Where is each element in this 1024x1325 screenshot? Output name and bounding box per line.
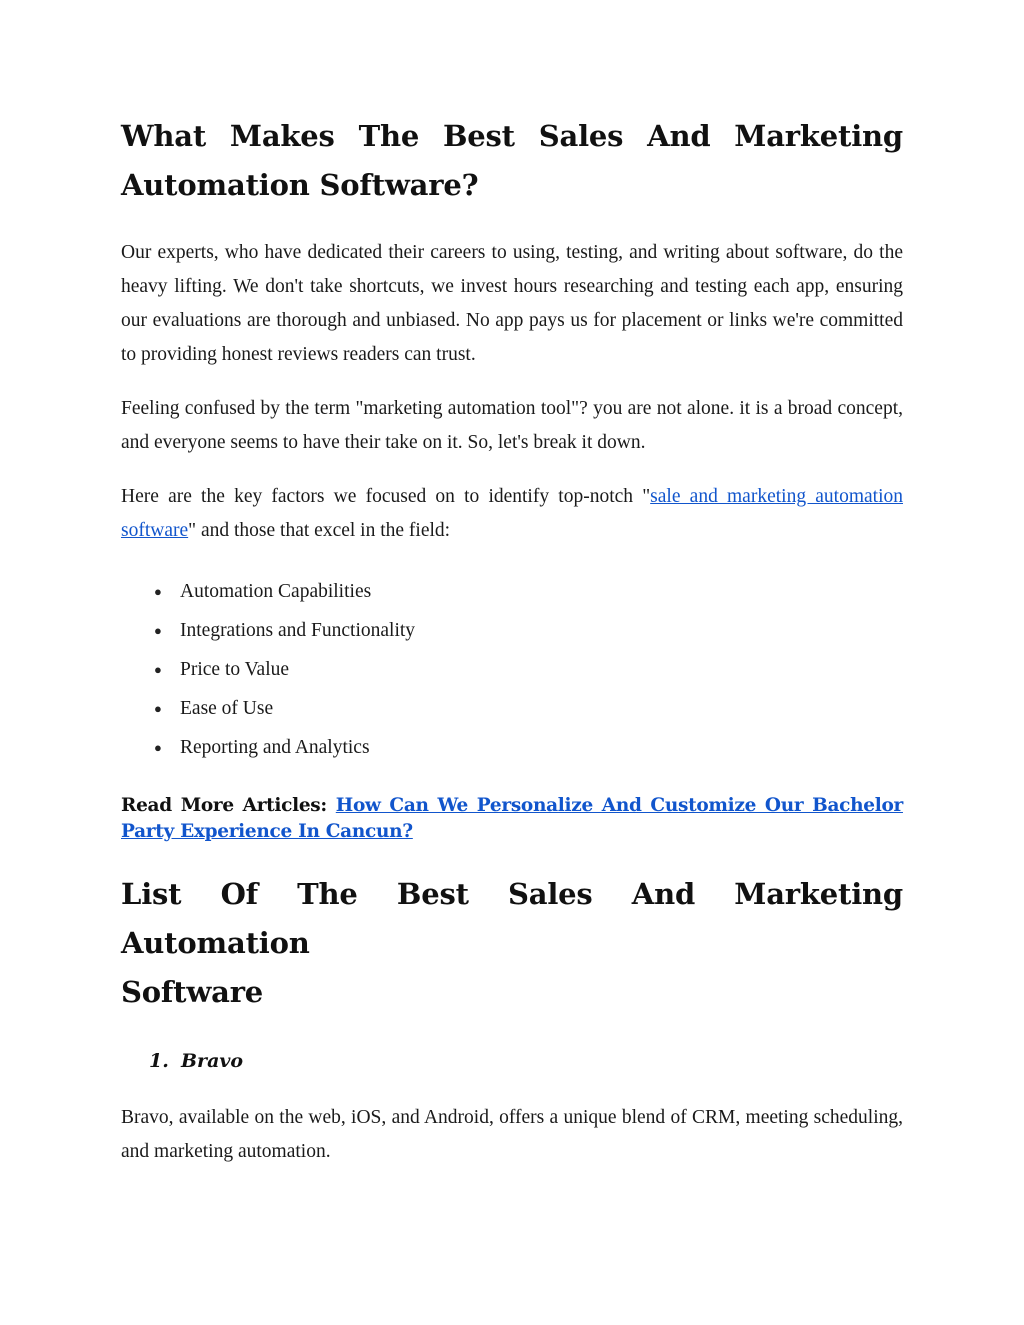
list-heading — [121, 870, 903, 1017]
list-item — [121, 728, 903, 767]
key-factors-text-after: " and those that excel in the field: — [188, 520, 451, 541]
main-heading — [121, 112, 903, 210]
main-heading-line1: What Makes The Best Sales And Marketing — [121, 119, 903, 153]
subheading-title: Bravo — [181, 1050, 244, 1072]
list-item-label: Ease of Use — [180, 698, 274, 719]
list-item — [121, 650, 903, 689]
main-heading-line2: Automation Software? — [121, 168, 479, 202]
list-item-label: Reporting and Analytics — [180, 737, 370, 758]
list-heading-line1: List Of The Best Sales And Marketing Automation — [121, 877, 903, 960]
list-item — [121, 689, 903, 728]
document-page — [121, 112, 903, 1189]
intro-paragraph: Our experts, who have dedicated their careers to using, testing, and writing about software, do the heavy lifting. We don't take shortcuts, we invest hours researching and testing each app, ensuring our evaluations are thorough and unbiased. No app pays us for placement or links we're committed to providing honest reviews readers can trust. — [121, 242, 903, 365]
sale-marketing-software-link[interactable]: sale and marketing automation software — [121, 486, 903, 541]
bravo-paragraph: Bravo, available on the web, iOS, and Android, offers a unique blend of CRM, meeting scheduling, and marketing automation. — [121, 1107, 903, 1162]
read-more-article-link[interactable]: How Can We Personalize And Customize Our Bachelor Party Experience In Cancun? — [121, 795, 903, 842]
key-factors-paragraph — [121, 480, 903, 548]
read-more-label: Read More Articles: — [121, 795, 327, 816]
bullet-icon: ● — [154, 662, 162, 677]
bravo-subheading — [149, 1047, 903, 1075]
list-item — [121, 611, 903, 650]
bullet-icon: ● — [154, 740, 162, 755]
bullet-icon: ● — [154, 584, 162, 599]
bullet-icon: ● — [154, 701, 162, 716]
list-item — [121, 572, 903, 611]
list-heading-line2: Software — [121, 975, 264, 1009]
key-factors-text-before: Here are the key factors we focused on to identify top-notch " — [121, 486, 651, 507]
confusion-paragraph: Feeling confused by the term "marketing automation tool"? you are not alone. it is a broad concept, and everyone seems to have their take on it. So, let's break it down. — [121, 398, 903, 453]
list-item-label: Price to Value — [180, 659, 290, 680]
bullet-icon: ● — [154, 623, 162, 638]
factors-list — [121, 572, 903, 767]
list-item-label: Integrations and Functionality — [180, 620, 416, 641]
subheading-number: 1. — [149, 1050, 169, 1072]
list-item-label: Automation Capabilities — [180, 581, 372, 602]
read-more-block — [121, 793, 903, 845]
